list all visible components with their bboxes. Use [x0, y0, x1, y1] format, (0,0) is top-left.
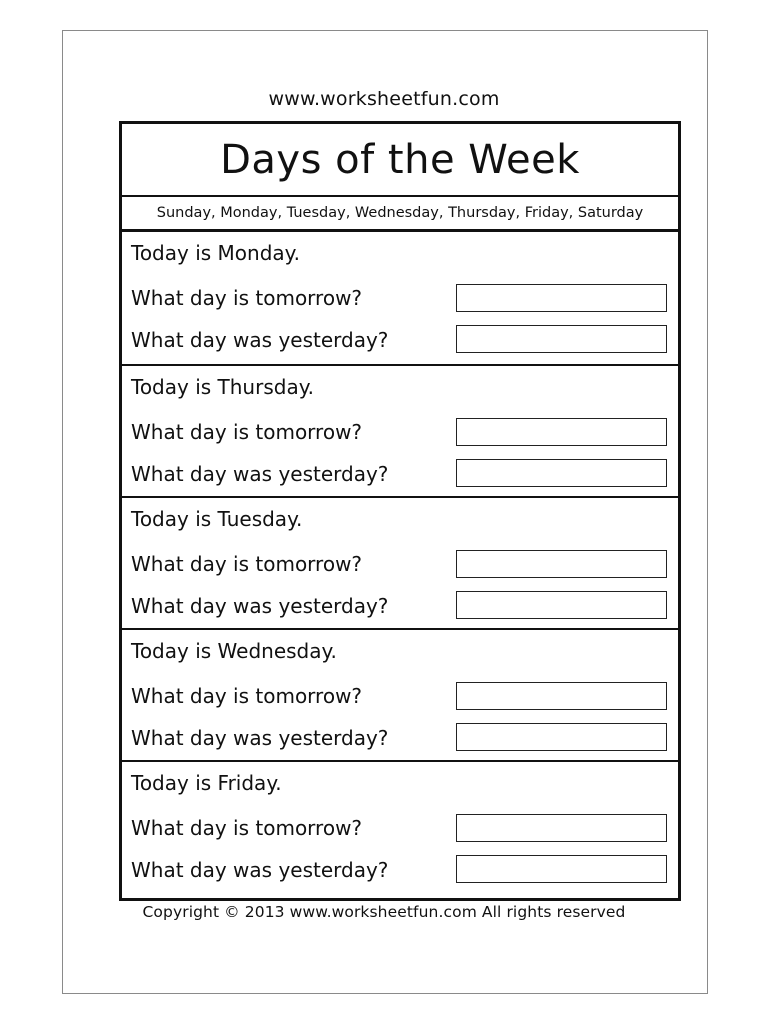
worksheet-box	[119, 121, 681, 901]
question-section	[122, 364, 678, 496]
tomorrow-question: What day is tomorrow?	[131, 552, 363, 576]
tomorrow-answer-field[interactable]	[456, 550, 667, 578]
copyright-footer: Copyright © 2013 www.worksheetfun.com All rights reserved	[142, 903, 626, 921]
tomorrow-question: What day is tomorrow?	[131, 286, 363, 310]
today-statement: Today is Monday.	[131, 241, 300, 265]
today-statement: Today is Thursday.	[131, 375, 315, 399]
today-statement: Today is Tuesday.	[131, 507, 303, 531]
yesterday-question: What day was yesterday?	[131, 858, 389, 882]
worksheet-title: Days of the Week	[122, 124, 678, 197]
yesterday-answer-field[interactable]	[456, 591, 667, 619]
days-of-week-list: Sunday, Monday, Tuesday, Wednesday, Thursday, Friday, Saturday	[122, 197, 678, 232]
yesterday-question: What day was yesterday?	[131, 594, 389, 618]
tomorrow-answer-field[interactable]	[456, 682, 667, 710]
yesterday-answer-field[interactable]	[456, 325, 667, 353]
yesterday-question: What day was yesterday?	[131, 462, 389, 486]
tomorrow-answer-field[interactable]	[456, 284, 667, 312]
tomorrow-answer-field[interactable]	[456, 418, 667, 446]
yesterday-answer-field[interactable]	[456, 855, 667, 883]
tomorrow-answer-field[interactable]	[456, 814, 667, 842]
yesterday-question: What day was yesterday?	[131, 726, 389, 750]
site-url-header: www.worksheetfun.com	[268, 88, 500, 110]
tomorrow-question: What day is tomorrow?	[131, 684, 363, 708]
question-section	[122, 232, 678, 364]
yesterday-question: What day was yesterday?	[131, 328, 389, 352]
today-statement: Today is Wednesday.	[131, 639, 337, 663]
today-statement: Today is Friday.	[131, 771, 282, 795]
yesterday-answer-field[interactable]	[456, 723, 667, 751]
question-section	[122, 628, 678, 760]
question-section	[122, 496, 678, 628]
yesterday-answer-field[interactable]	[456, 459, 667, 487]
tomorrow-question: What day is tomorrow?	[131, 420, 363, 444]
tomorrow-question: What day is tomorrow?	[131, 816, 363, 840]
question-section	[122, 760, 678, 892]
